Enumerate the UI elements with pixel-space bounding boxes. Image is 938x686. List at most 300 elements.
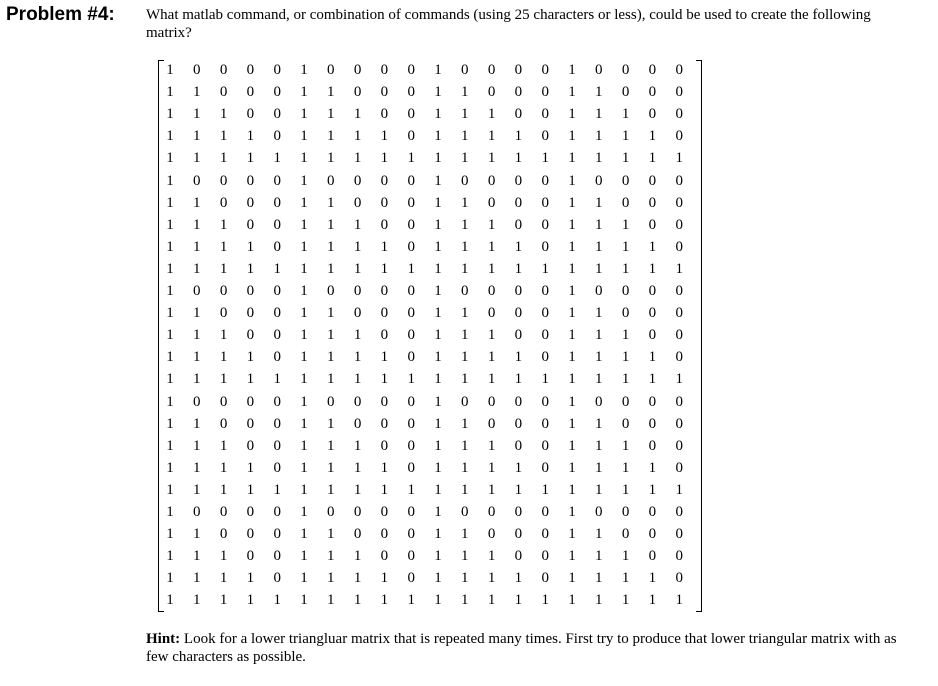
matrix-cell: 1: [300, 283, 308, 299]
matrix-cell: 0: [675, 62, 683, 78]
matrix-cell: 1: [487, 106, 496, 123]
matrix-cell: 1: [327, 260, 335, 277]
matrix-cell: 1: [595, 415, 603, 432]
matrix-cell: 0: [675, 305, 683, 322]
matrix-cell: 0: [407, 349, 415, 366]
matrix-cell: 0: [541, 327, 549, 344]
matrix-cell: 1: [514, 481, 523, 498]
matrix-cell: 0: [380, 216, 389, 233]
matrix-cell: 0: [380, 106, 389, 123]
matrix-cell: 1: [461, 349, 469, 366]
matrix-cell: 1: [353, 548, 362, 565]
matrix-cell: 1: [166, 62, 174, 78]
matrix-cell: 1: [461, 415, 469, 432]
matrix-cell: 0: [407, 84, 415, 101]
matrix-cell: 1: [353, 260, 362, 277]
matrix-cell: 0: [380, 504, 389, 520]
matrix-cell: 1: [273, 592, 281, 609]
matrix-cell: 1: [166, 570, 174, 587]
matrix-cell: 1: [193, 238, 201, 255]
matrix-cell: 0: [514, 437, 523, 454]
matrix-cell: 1: [193, 349, 201, 366]
matrix-cell: 0: [219, 84, 228, 101]
matrix-cell: 1: [193, 371, 201, 388]
matrix-cell: 0: [273, 238, 281, 255]
matrix-cell: 1: [353, 437, 362, 454]
matrix-cell: 1: [327, 415, 335, 432]
matrix-cell: 1: [568, 504, 576, 520]
matrix-cell: 1: [487, 260, 496, 277]
matrix-cell: 0: [595, 504, 603, 520]
matrix-cell: 0: [327, 62, 335, 78]
matrix-cell: 1: [219, 260, 228, 277]
matrix-cell: 0: [327, 504, 335, 520]
matrix-cell: 1: [595, 548, 603, 565]
matrix-cell: 0: [487, 305, 496, 322]
matrix-cell: 1: [595, 327, 603, 344]
matrix-cell: 0: [246, 548, 255, 565]
matrix-cell: 1: [648, 150, 657, 167]
matrix-cell: 0: [541, 283, 549, 299]
matrix-right-bracket: [696, 60, 702, 612]
matrix-cell: 1: [487, 349, 496, 366]
matrix-cell: 1: [434, 548, 442, 565]
matrix-cell: 1: [461, 526, 469, 543]
matrix-cell: 1: [487, 238, 496, 255]
matrix-cell: 0: [595, 393, 603, 410]
matrix-cell: 1: [219, 570, 228, 587]
matrix-cell: 0: [487, 504, 496, 520]
matrix-cell: 1: [166, 238, 174, 255]
matrix-cell: 1: [353, 128, 362, 145]
matrix-cell: 1: [595, 106, 603, 123]
matrix-cell: 0: [595, 62, 603, 78]
matrix-cell: 0: [193, 172, 201, 189]
matrix-cell: 0: [327, 283, 335, 299]
matrix-cell: 0: [541, 128, 549, 145]
matrix-cell: 1: [675, 150, 683, 167]
matrix-cell: 1: [621, 238, 630, 255]
matrix-cell: 1: [166, 283, 174, 299]
matrix-cell: 1: [487, 216, 496, 233]
matrix-cell: 1: [300, 327, 308, 344]
matrix-cell: 1: [595, 216, 603, 233]
matrix-cell: 1: [327, 150, 335, 167]
matrix-cell: 1: [514, 260, 523, 277]
matrix-cell: 0: [273, 305, 281, 322]
matrix-cell: 1: [595, 84, 603, 101]
matrix-cell: 0: [648, 526, 657, 543]
matrix-cell: 1: [514, 150, 523, 167]
matrix-cell: 1: [166, 371, 174, 388]
matrix-cell: 1: [407, 481, 415, 498]
matrix-cell: 1: [434, 459, 442, 476]
matrix-cell: 1: [327, 305, 335, 322]
matrix-cell: 0: [273, 526, 281, 543]
matrix-cell: 1: [434, 327, 442, 344]
matrix-cell: 1: [568, 548, 576, 565]
matrix-cell: 0: [407, 305, 415, 322]
matrix-cell: 1: [487, 128, 496, 145]
matrix-cell: 0: [353, 305, 362, 322]
matrix-cell: 0: [514, 194, 523, 211]
matrix-cell: 0: [407, 415, 415, 432]
matrix-cell: 1: [300, 415, 308, 432]
matrix-cell: 0: [514, 327, 523, 344]
matrix-cell: 1: [273, 371, 281, 388]
matrix-cell: 1: [407, 592, 415, 609]
matrix-cell: 0: [541, 526, 549, 543]
matrix-cell: 1: [353, 106, 362, 123]
matrix-cell: 0: [273, 415, 281, 432]
matrix-cell: 1: [514, 570, 523, 587]
matrix-cell: 1: [568, 459, 576, 476]
matrix-cell: 1: [246, 128, 255, 145]
matrix-cell: 0: [461, 504, 469, 520]
matrix-cell: 0: [541, 84, 549, 101]
matrix-cell: 0: [273, 504, 281, 520]
matrix-cell: 1: [327, 437, 335, 454]
matrix-cell: 0: [487, 194, 496, 211]
matrix-cell: 1: [300, 504, 308, 520]
matrix-cell: 0: [353, 84, 362, 101]
matrix-cell: 1: [434, 481, 442, 498]
matrix-cell: 1: [434, 437, 442, 454]
matrix-cell: 0: [675, 415, 683, 432]
matrix-cell: 1: [621, 437, 630, 454]
matrix-cell: 1: [434, 349, 442, 366]
matrix-cell: 1: [166, 172, 174, 189]
matrix-cell: 0: [353, 62, 362, 78]
matrix-cell: 1: [568, 305, 576, 322]
matrix-cell: 1: [166, 260, 174, 277]
matrix-cell: 0: [595, 283, 603, 299]
matrix-cell: 0: [648, 327, 657, 344]
matrix-cell: 1: [166, 504, 174, 520]
matrix-cell: 0: [514, 172, 523, 189]
hint: [146, 630, 906, 666]
matrix-cell: 1: [327, 371, 335, 388]
matrix-cell: 1: [166, 327, 174, 344]
matrix-cell: 1: [193, 548, 201, 565]
matrix-cell: 1: [219, 327, 228, 344]
matrix-cell: 1: [621, 128, 630, 145]
matrix-cell: 0: [514, 548, 523, 565]
matrix-cell: 0: [219, 62, 228, 78]
matrix-cell: 1: [300, 570, 308, 587]
matrix-cell: 1: [541, 592, 549, 609]
matrix-cell: 1: [166, 305, 174, 322]
matrix-cell: 1: [434, 283, 442, 299]
matrix-cell: 1: [648, 128, 657, 145]
matrix-cell: 1: [193, 327, 201, 344]
matrix-cell: 1: [434, 84, 442, 101]
matrix-cell: 1: [219, 592, 228, 609]
matrix-cell: 1: [621, 349, 630, 366]
matrix-cell: 1: [621, 327, 630, 344]
matrix-cell: 1: [193, 526, 201, 543]
matrix-cell: 1: [166, 592, 174, 609]
matrix-cell: 0: [246, 504, 255, 520]
matrix-cell: 0: [407, 548, 415, 565]
matrix-cell: 0: [407, 570, 415, 587]
matrix-cell: 0: [621, 504, 630, 520]
matrix-cell: 0: [648, 172, 657, 189]
matrix-cell: 1: [461, 459, 469, 476]
matrix-cell: 0: [648, 548, 657, 565]
matrix-cell: 1: [300, 592, 308, 609]
matrix-cell: 0: [675, 459, 683, 476]
matrix-cell: 0: [675, 349, 683, 366]
matrix-cell: 1: [568, 415, 576, 432]
matrix-cell: 1: [300, 437, 308, 454]
matrix-cell: 0: [675, 172, 683, 189]
matrix-cell: 1: [219, 150, 228, 167]
matrix-cell: 1: [621, 106, 630, 123]
matrix-cell: 1: [166, 128, 174, 145]
matrix-cell: 1: [273, 150, 281, 167]
matrix-cell: 0: [487, 172, 496, 189]
matrix-cell: 1: [461, 106, 469, 123]
matrix-cell: 1: [568, 260, 576, 277]
matrix-cell: 0: [514, 106, 523, 123]
matrix-cell: 1: [327, 570, 335, 587]
matrix-cell: 1: [648, 371, 657, 388]
matrix-cell: 1: [568, 128, 576, 145]
matrix-cell: 1: [568, 327, 576, 344]
matrix-cell: 1: [300, 305, 308, 322]
matrix-cell: 1: [434, 194, 442, 211]
matrix-cell: 0: [407, 459, 415, 476]
matrix-cell: 1: [327, 216, 335, 233]
matrix-cell: 1: [621, 150, 630, 167]
matrix-cell: 1: [353, 481, 362, 498]
matrix-cell: 0: [246, 62, 255, 78]
matrix-cell: 1: [648, 238, 657, 255]
matrix-cell: 1: [193, 106, 201, 123]
matrix-cell: 1: [166, 216, 174, 233]
matrix-cell: 0: [380, 84, 389, 101]
matrix-cell: 1: [219, 128, 228, 145]
matrix-cell: 1: [541, 150, 549, 167]
matrix-cell: 1: [434, 106, 442, 123]
matrix-cell: 1: [327, 84, 335, 101]
matrix-cell: 1: [380, 481, 389, 498]
matrix-cell: 0: [380, 526, 389, 543]
matrix-cell: 0: [353, 393, 362, 410]
matrix-cell: 0: [380, 327, 389, 344]
matrix-cell: 1: [353, 327, 362, 344]
matrix-cell: 1: [246, 238, 255, 255]
matrix-cell: 1: [648, 570, 657, 587]
matrix-cell: 1: [300, 260, 308, 277]
matrix-cell: 1: [568, 371, 576, 388]
matrix-cell: 0: [246, 216, 255, 233]
matrix-cell: 0: [273, 194, 281, 211]
matrix-cell: 1: [595, 570, 603, 587]
matrix-cell: 1: [353, 459, 362, 476]
matrix-cell: 1: [595, 349, 603, 366]
matrix-cell: 0: [461, 393, 469, 410]
matrix-cell: 1: [300, 526, 308, 543]
matrix-cell: 1: [300, 84, 308, 101]
matrix-cell: 0: [648, 415, 657, 432]
matrix-cell: 1: [407, 371, 415, 388]
matrix: [158, 60, 702, 612]
matrix-cell: 0: [273, 172, 281, 189]
matrix-cell: 0: [273, 548, 281, 565]
matrix-cell: 0: [273, 128, 281, 145]
matrix-cell: 1: [675, 260, 683, 277]
matrix-cell: 1: [595, 260, 603, 277]
matrix-cell: 0: [407, 172, 415, 189]
matrix-cell: 0: [514, 393, 523, 410]
matrix-cell: 1: [219, 481, 228, 498]
matrix-cell: 0: [514, 84, 523, 101]
matrix-cell: 1: [568, 570, 576, 587]
matrix-cell: 0: [193, 504, 201, 520]
matrix-cell: 0: [407, 216, 415, 233]
matrix-cell: 1: [300, 172, 308, 189]
matrix-cell: 1: [568, 437, 576, 454]
matrix-cell: 0: [327, 393, 335, 410]
matrix-cell: 1: [166, 84, 174, 101]
matrix-cell: 1: [568, 283, 576, 299]
matrix-cell: 1: [353, 216, 362, 233]
matrix-cell: 0: [461, 283, 469, 299]
matrix-cell: 0: [541, 459, 549, 476]
matrix-cell: 1: [380, 459, 389, 476]
matrix-cell: 1: [514, 238, 523, 255]
matrix-cell: 1: [487, 437, 496, 454]
matrix-cell: 1: [219, 216, 228, 233]
matrix-cell: 0: [541, 415, 549, 432]
matrix-cell: 0: [648, 283, 657, 299]
matrix-cell: 0: [621, 305, 630, 322]
matrix-cell: 0: [514, 283, 523, 299]
matrix-cell: 0: [219, 393, 228, 410]
matrix-cell: 1: [461, 216, 469, 233]
matrix-cell: 1: [166, 106, 174, 123]
matrix-cell: 0: [541, 504, 549, 520]
matrix-cell: 1: [300, 459, 308, 476]
matrix-cell: 0: [621, 393, 630, 410]
matrix-cell: 1: [621, 570, 630, 587]
matrix-cell: 1: [300, 393, 308, 410]
matrix-cell: 1: [193, 260, 201, 277]
matrix-cell: 1: [461, 194, 469, 211]
matrix-cell: 0: [327, 172, 335, 189]
matrix-cell: 1: [487, 592, 496, 609]
matrix-cell: 0: [487, 526, 496, 543]
matrix-cell: 1: [487, 150, 496, 167]
matrix-cell: 0: [621, 84, 630, 101]
matrix-cell: 1: [461, 327, 469, 344]
hint-label: Hint:: [146, 631, 181, 647]
matrix-cell: 0: [380, 62, 389, 78]
matrix-cell: 0: [380, 283, 389, 299]
matrix-cell: 0: [675, 128, 683, 145]
matrix-cell: 1: [219, 548, 228, 565]
matrix-cell: 0: [353, 194, 362, 211]
matrix-cell: 0: [380, 305, 389, 322]
matrix-cell: 1: [621, 216, 630, 233]
matrix-cell: 0: [407, 327, 415, 344]
problem-label: Problem #4:: [6, 4, 115, 25]
matrix-cell: 1: [300, 238, 308, 255]
matrix-cell: 1: [380, 570, 389, 587]
matrix-cell: 1: [568, 349, 576, 366]
matrix-cell: 1: [461, 481, 469, 498]
matrix-cell: 1: [487, 459, 496, 476]
matrix-cell: 0: [595, 172, 603, 189]
matrix-cell: 1: [648, 481, 657, 498]
matrix-cell: 0: [675, 84, 683, 101]
matrix-cell: 0: [407, 504, 415, 520]
matrix-cell: 1: [514, 349, 523, 366]
matrix-cell: 0: [353, 172, 362, 189]
matrix-cell: 0: [246, 283, 255, 299]
matrix-cell: 0: [273, 570, 281, 587]
matrix-cell: 0: [675, 548, 683, 565]
matrix-cell: 0: [487, 415, 496, 432]
matrix-cell: 1: [166, 393, 174, 410]
matrix-cell: 0: [219, 283, 228, 299]
matrix-cell: 1: [246, 570, 255, 587]
matrix-cell: 0: [675, 283, 683, 299]
matrix-cell: 1: [300, 548, 308, 565]
matrix-cell: 1: [300, 371, 308, 388]
matrix-cell: 1: [434, 393, 442, 410]
matrix-cell: 1: [300, 481, 308, 498]
matrix-cell: 1: [487, 371, 496, 388]
matrix-cell: 0: [514, 504, 523, 520]
matrix-cell: 0: [621, 526, 630, 543]
matrix-cell: 0: [219, 305, 228, 322]
matrix-cell: 0: [621, 415, 630, 432]
matrix-cell: 1: [380, 592, 389, 609]
matrix-cell: 1: [461, 548, 469, 565]
matrix-cell: 1: [380, 238, 389, 255]
matrix-cell: 1: [568, 393, 576, 410]
matrix-cell: 1: [434, 592, 442, 609]
matrix-cell: 0: [487, 84, 496, 101]
matrix-cell: 1: [595, 481, 603, 498]
matrix-cell: 1: [541, 371, 549, 388]
matrix-cell: 0: [675, 216, 683, 233]
matrix-cell: 1: [461, 371, 469, 388]
matrix-cell: 1: [648, 349, 657, 366]
matrix-cell: 1: [193, 415, 201, 432]
matrix-cell: 1: [380, 150, 389, 167]
matrix-cell: 1: [166, 548, 174, 565]
matrix-cell: 1: [434, 260, 442, 277]
matrix-cell: 1: [246, 371, 255, 388]
matrix-cell: 1: [327, 327, 335, 344]
matrix-cell: 0: [407, 393, 415, 410]
matrix-cell: 0: [353, 415, 362, 432]
matrix-cell: 0: [675, 194, 683, 211]
matrix-cell: 1: [434, 371, 442, 388]
matrix-cell: 1: [246, 592, 255, 609]
matrix-cell: 1: [246, 150, 255, 167]
matrix-cell: 0: [273, 459, 281, 476]
matrix-cell: 0: [246, 526, 255, 543]
matrix-cell: 0: [514, 62, 523, 78]
matrix-cell: 0: [273, 62, 281, 78]
matrix-cell: 1: [166, 459, 174, 476]
matrix-cell: 1: [327, 526, 335, 543]
